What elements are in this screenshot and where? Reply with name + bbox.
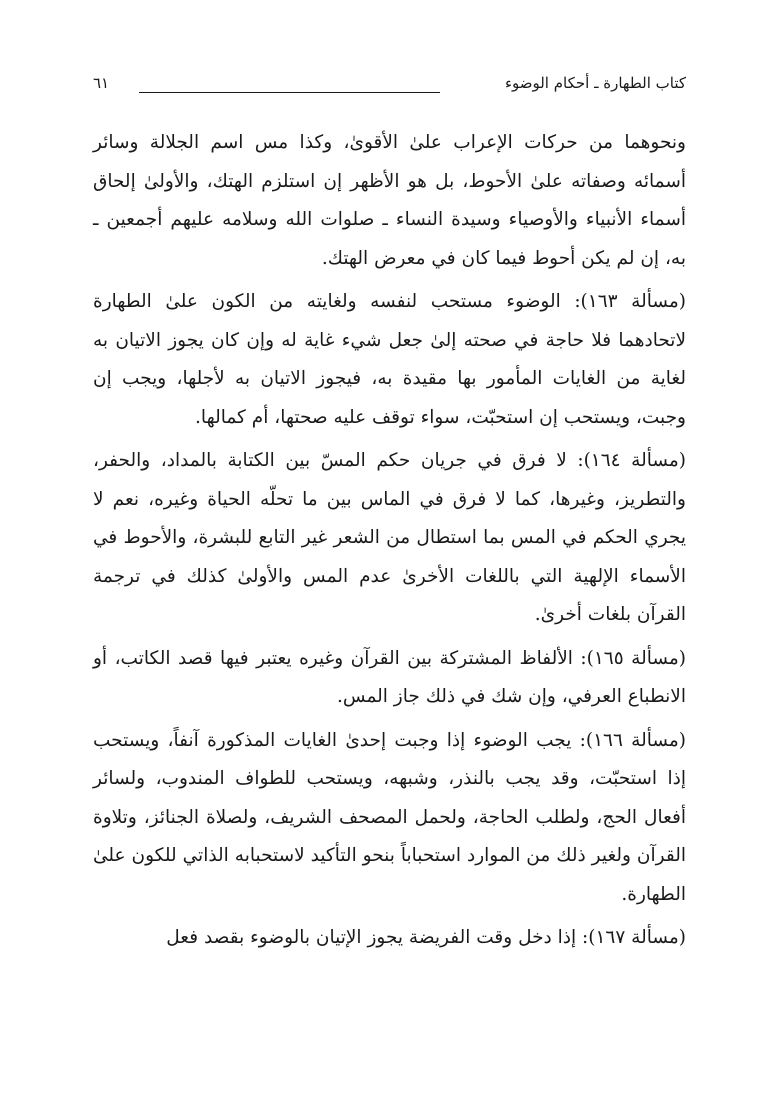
paragraph-masala-164: (مسألة ١٦٤): لا فرق في جريان حكم المسّ بين الكتابة بالمداد، والحفر، والتطريز، وغيرها، كما لا فرق في الماس بين ما تحلّه الحياة وغيره، نعم لا يجري الحكم في المس بما استطال من الشعر غير التابع للبشرة، والأحوط في الأسماء الإلهية التي باللغات الأخرىٰ عدم المس والأولىٰ كذلك في ترجمة القرآن بلغات أخرىٰ.	[93, 450, 686, 625]
paragraph-continuation: ونحوهما من حركات الإعراب علىٰ الأقوىٰ، وكذا مس اسم الجلالة وسائر أسمائه وصفاته علىٰ الأحوط، بل هو الأظهر إن استلزم الهتك، والأولىٰ إلحاق أسماء الأنبياء والأوصياء وسيدة النساء ـ صلوات الله وسلامه عليهم أجمعين ـ به، إن لم يكن أحوط فيما كان في معرض الهتك.	[93, 132, 686, 269]
header-rule	[139, 92, 440, 93]
paragraph-masala-167: (مسألة ١٦٧): إذا دخل وقت الفريضة يجوز الإتيان بالوضوء بقصد فعل	[166, 927, 686, 948]
running-title: كتاب الطهارة ـ أحكام الوضوء	[504, 74, 686, 92]
paragraph-masala-163: (مسألة ١٦٣): الوضوء مستحب لنفسه ولغايته من الكون علىٰ الطهارة لاتحادهما فلا حاجة في صحته إلىٰ جعل شيء غاية له وإن كان يجوز الاتيان به لغاية من الغايات المأمور بها مقيدة به، فيجوز الاتيان به لأجلها، ويجب إن وجبت، ويستحب إن استحبّت، سواء توقف عليه صحتها، أم كمالها.	[93, 291, 687, 428]
page-number: ٦١	[93, 74, 110, 92]
paragraph-masala-166: (مسألة ١٦٦): يجب الوضوء إذا وجبت إحدىٰ الغايات المذكورة آنفاً، ويستحب إذا استحبّت، وقد يجب بالنذر، وشبهه، ويستحب للطواف المندوب، ولسائر أفعال الحج، ولطلب الحاجة، ولحمل المصحف الشريف، ولصلاة الجنائز، وتلاوة القرآن ولغير ذلك من الموارد استحباباً بنحو التأكيد لاستحبابه الذاتي للكون علىٰ الطهارة.	[93, 729, 686, 905]
paragraph-masala-165: (مسألة ١٦٥): الألفاظ المشتركة بين القرآن وغيره يعتبر فيها قصد الكاتب، أو الانطباع العرفي، وإن شك في ذلك جاز المس.	[93, 647, 686, 707]
page-body	[93, 124, 686, 963]
page-header	[93, 68, 686, 102]
